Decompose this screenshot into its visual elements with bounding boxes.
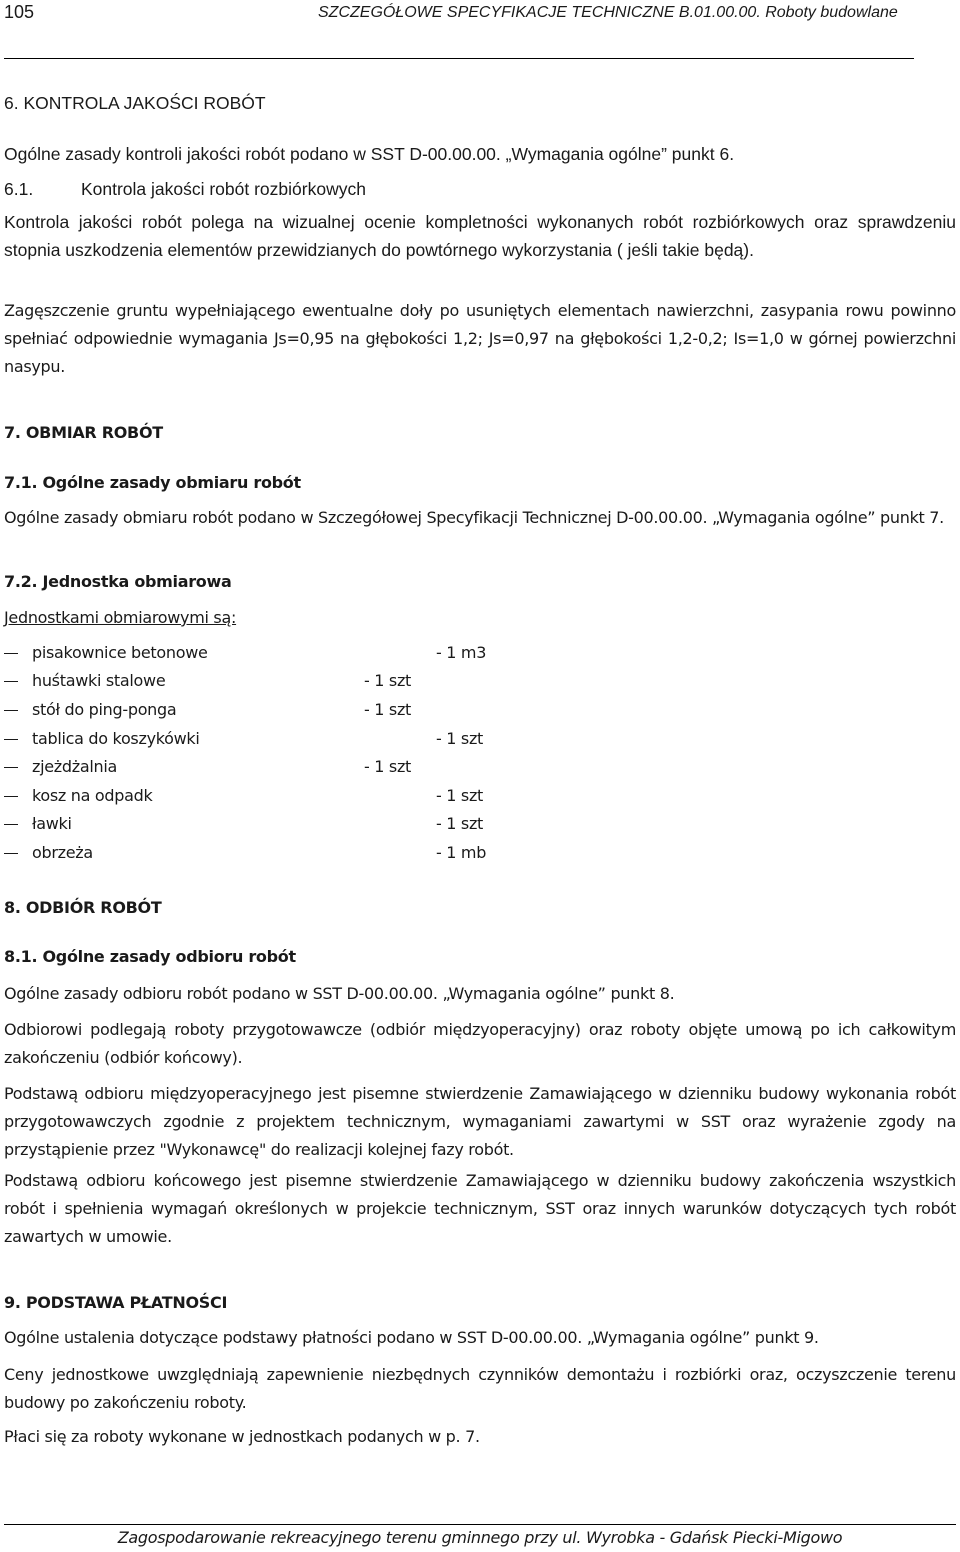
section-8-heading: 8. ODBIÓR ROBÓT [4, 898, 162, 917]
header-rule [4, 58, 914, 59]
list-item-unit: - 1 szt [364, 757, 412, 776]
dash-bullet-icon [4, 824, 18, 826]
list-item: stół do ping-ponga [4, 700, 176, 719]
section-6-1-title: Kontrola jakości robót rozbiórkowych [80, 179, 366, 199]
list-item-unit: - 1 m3 [436, 643, 487, 662]
section-9-paragraph-1: Ogólne ustalenia dotyczące podstawy płatności podano w SST D-00.00.00. „Wymagania ogólne” punkt 9. [4, 1328, 819, 1347]
list-item-unit: - 1 mb [436, 843, 487, 862]
list-item: obrzeża [4, 843, 93, 862]
dash-bullet-icon [4, 710, 18, 712]
dash-bullet-icon [4, 681, 18, 683]
units-intro: Jednostkami obmiarowymi są: [4, 608, 237, 627]
page-number: 105 [4, 2, 35, 22]
list-item: ławki [4, 814, 72, 833]
list-item-unit: - 1 szt [364, 700, 412, 719]
section-9-paragraph-2: Ceny jednostkowe uwzględniają zapewnienie niezbędnych czynników demontażu i rozbiórki oraz, oczyszczenie terenu budowy po zakończeniu roboty. [4, 1365, 956, 1412]
section-9-paragraph-3: Płaci się za roboty wykonane w jednostkach podanych w p. 7. [4, 1427, 480, 1446]
running-header: SZCZEGÓŁOWE SPECYFIKACJE TECHNICZNE B.01.00.00. Roboty budowlane [318, 4, 898, 21]
list-item: zjeżdżalnia [4, 757, 117, 776]
section-6-1-paragraph-2: Zagęszczenie gruntu wypełniającego ewentualne doły po usuniętych elementach nawierzchni, zasypania rowu powinno spełniać odpowiednie wymagania Js=0,95 na głębokości 1,2; Js=0,97 na głębokości 1,2-0,2; Is=1,0 w górnej powierzchni nasypu. [4, 301, 956, 376]
section-8-1-paragraph-2: Odbiorowi podlegają roboty przygotowawcze (odbiór międzyoperacyjny) oraz roboty objęte umową po ich całkowitym zakończeniu (odbiór końcowy). [4, 1020, 956, 1067]
section-7-heading: 7. OBMIAR ROBÓT [4, 423, 163, 442]
section-8-1-paragraph-3: Podstawą odbioru międzyoperacyjnego jest pisemne stwierdzenie Zamawiającego w dzienniku budowy wykonania robót przygotowawczych zgodnie z projektem technicznym, wymaganiami zawartymi w SST oraz wyrażenie zgody na przystąpienie przez "Wykonawcę" do realizacji kolejnej fazy robót. [4, 1084, 956, 1159]
section-7-2-heading: 7.2. Jednostka obmiarowa [4, 572, 232, 591]
section-7-1-paragraph: Ogólne zasady obmiaru robót podano w Szczegółowej Specyfikacji Technicznej D-00.00.00. „Wymagania ogólne” punkt 7. [4, 508, 944, 527]
list-item: pisakownice betonowe [4, 643, 208, 662]
section-6-1-number: 6.1. [4, 179, 34, 199]
section-8-1-paragraph-4: Podstawą odbioru końcowego jest pisemne stwierdzenie Zamawiającego w dzienniku budowy zakończenia wszystkich robót i spełnienia wymagań określonych w projekcie technicznym, SST oraz innych warunków dotyczących tych robót zawartych w umowie. [4, 1171, 956, 1246]
list-item: kosz na odpadk [4, 786, 152, 805]
list-item: huśtawki stalowe [4, 671, 165, 690]
section-8-1-heading: 8.1. Ogólne zasady odbioru robót [4, 947, 296, 966]
page-footer: Zagospodarowanie rekreacyjnego terenu gminnego przy ul. Wyrobka - Gdańsk Piecki-Migowo [117, 1528, 843, 1547]
footer-rule [4, 1524, 956, 1525]
list-item-unit: - 1 szt [436, 729, 484, 748]
dash-bullet-icon [4, 739, 18, 741]
dash-bullet-icon [4, 853, 18, 855]
section-7-1-heading: 7.1. Ogólne zasady obmiaru robót [4, 473, 301, 492]
section-9-heading: 9. PODSTAWA PŁATNOŚCI [4, 1293, 228, 1312]
section-6-intro: Ogólne zasady kontroli jakości robót podano w SST D-00.00.00. „Wymagania ogólne” punkt 6. [4, 144, 735, 164]
section-6-1-paragraph-1: Kontrola jakości robót polega na wizualnej ocenie kompletności wykonanych robót rozbiórkowych oraz sprawdzeniu stopnia uszkodzenia elementów przewidzianych do powtórnego wykorzystania ( jeśli takie będą). [4, 212, 956, 260]
dash-bullet-icon [4, 796, 18, 798]
list-item-unit: - 1 szt [436, 814, 484, 833]
list-item: tablica do koszykówki [4, 729, 200, 748]
section-6-1-heading [4, 179, 366, 200]
dash-bullet-icon [4, 767, 18, 769]
list-item-unit: - 1 szt [364, 671, 412, 690]
section-8-1-paragraph-1: Ogólne zasady odbioru robót podano w SST D-00.00.00. „Wymagania ogólne” punkt 8. [4, 984, 675, 1003]
section-6-heading: 6. KONTROLA JAKOŚCI ROBÓT [4, 93, 266, 113]
dash-bullet-icon [4, 653, 18, 655]
list-item-unit: - 1 szt [436, 786, 484, 805]
